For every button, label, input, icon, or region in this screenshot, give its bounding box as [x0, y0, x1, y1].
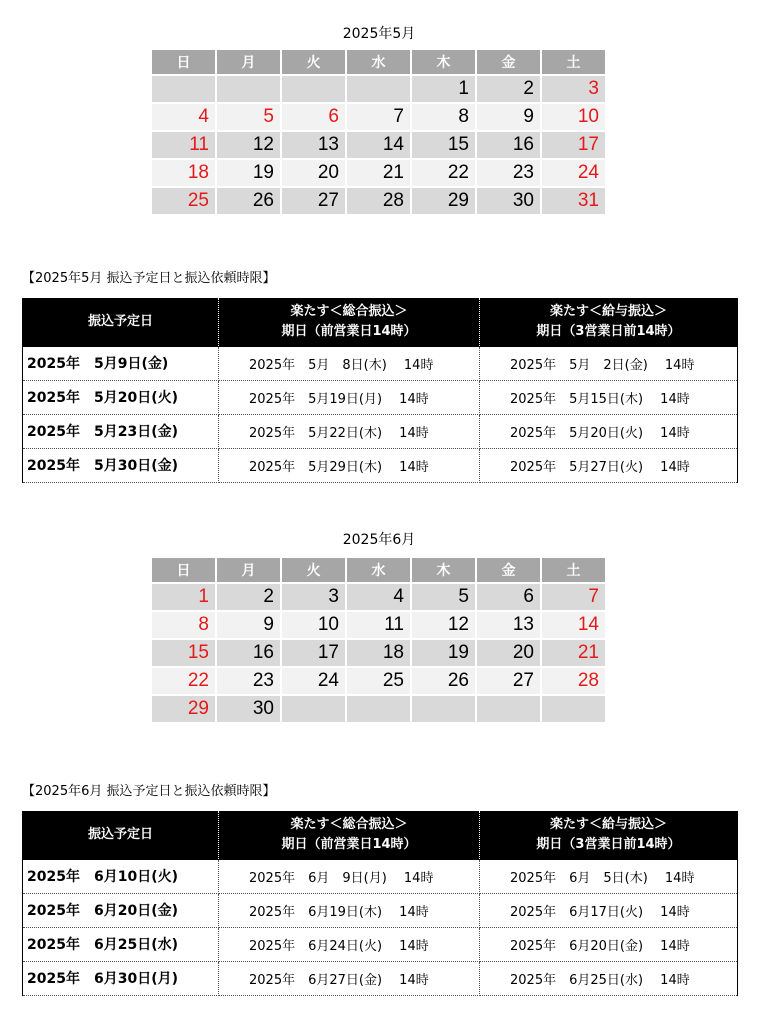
calendar-week-row [152, 76, 605, 104]
calendar-title-may: 2025年5月 [342, 26, 416, 42]
calendar-day: 21 [542, 640, 605, 668]
calendar-day: 22 [412, 160, 475, 188]
calendar-day: 4 [152, 104, 215, 132]
weekday-header: 月 [217, 50, 280, 76]
weekday-header: 水 [347, 558, 410, 584]
calendar-day [347, 76, 410, 104]
calendar-week-row [152, 584, 605, 612]
calendar-day: 27 [477, 668, 540, 696]
header-kyuyo [480, 298, 738, 346]
kyuyo-deadline-cell: 2025年 6月25日(水) 14時 [480, 961, 738, 995]
sogo-deadline-cell: 2025年 6月 9日(月) 14時 [219, 859, 480, 893]
calendar-day: 31 [542, 188, 605, 216]
calendar-day: 21 [347, 160, 410, 188]
weekday-header: 土 [542, 558, 605, 584]
calendar-day: 5 [412, 584, 475, 612]
sogo-deadline-cell: 2025年 5月29日(木) 14時 [219, 448, 480, 482]
transfer-date-cell: 2025年 5月9日(金) [23, 346, 219, 380]
calendar-day: 16 [477, 132, 540, 160]
table-row [23, 346, 738, 380]
calendar-day: 11 [347, 612, 410, 640]
calendar-day: 9 [217, 612, 280, 640]
calendar-day: 2 [217, 584, 280, 612]
calendar-day [542, 696, 605, 724]
weekday-header: 金 [477, 50, 540, 76]
transfer-date-cell: 2025年 6月30日(月) [23, 961, 219, 995]
calendar-week-row [152, 612, 605, 640]
weekday-header: 日 [152, 558, 215, 584]
calendar-week-row [152, 668, 605, 696]
calendar-day: 11 [152, 132, 215, 160]
calendar-day: 23 [477, 160, 540, 188]
calendar-day: 8 [412, 104, 475, 132]
weekday-header: 土 [542, 50, 605, 76]
calendar-day [217, 76, 280, 104]
header-kyuyo-line1: 楽たす＜給与振込＞ [549, 816, 667, 832]
calendar-day: 19 [412, 640, 475, 668]
calendar-day: 25 [347, 668, 410, 696]
header-sogo-line1: 楽たす＜総合振込＞ [290, 303, 408, 319]
kyuyo-deadline-cell: 2025年 5月 2日(金) 14時 [480, 346, 738, 380]
calendar-day: 24 [542, 160, 605, 188]
header-sogo-line2: 期日（前営業日14時） [281, 836, 417, 852]
header-sogo-line2: 期日（前営業日14時） [281, 323, 417, 339]
calendar-day: 13 [477, 612, 540, 640]
kyuyo-deadline-cell: 2025年 6月17日(火) 14時 [480, 893, 738, 927]
header-sogo [219, 298, 480, 346]
calendar-day: 9 [477, 104, 540, 132]
calendar-week-row [152, 104, 605, 132]
calendar-day: 2 [477, 76, 540, 104]
calendar-day: 22 [152, 668, 215, 696]
calendar-day: 16 [217, 640, 280, 668]
table-row [23, 859, 738, 893]
calendar-day: 26 [217, 188, 280, 216]
calendar-day: 19 [217, 160, 280, 188]
transfer-date-cell: 2025年 5月30日(金) [23, 448, 219, 482]
weekday-header: 水 [347, 50, 410, 76]
calendar-day: 3 [282, 584, 345, 612]
calendar-day: 26 [412, 668, 475, 696]
transfer-date-cell: 2025年 6月20日(金) [23, 893, 219, 927]
sogo-deadline-cell: 2025年 5月 8日(木) 14時 [219, 346, 480, 380]
transfer-date-cell: 2025年 5月23日(金) [23, 414, 219, 448]
calendar-day [477, 696, 540, 724]
calendar-week-row [152, 640, 605, 668]
schedule-table-june [22, 811, 738, 996]
table-row [23, 927, 738, 961]
calendar-day: 13 [282, 132, 345, 160]
sogo-deadline-cell: 2025年 5月22日(木) 14時 [219, 414, 480, 448]
calendar-day: 7 [542, 584, 605, 612]
calendar-day: 1 [152, 584, 215, 612]
calendar-day [412, 696, 475, 724]
table-row [23, 961, 738, 995]
schedule-table-may [22, 298, 738, 483]
calendar-day: 15 [152, 640, 215, 668]
kyuyo-deadline-cell: 2025年 5月15日(木) 14時 [480, 380, 738, 414]
section-title-june: 【2025年6月 振込予定日と振込依頼時限】 [22, 784, 276, 799]
calendar-day: 17 [282, 640, 345, 668]
weekday-header: 木 [412, 50, 475, 76]
calendar-day: 14 [347, 132, 410, 160]
calendar-day: 12 [217, 132, 280, 160]
calendar-day: 29 [152, 696, 215, 724]
calendar-day: 30 [217, 696, 280, 724]
calendar-day: 1 [412, 76, 475, 104]
calendar-day [282, 696, 345, 724]
calendar-day: 24 [282, 668, 345, 696]
calendar-week-row [152, 696, 605, 724]
calendar-title-june: 2025年6月 [342, 532, 416, 548]
sogo-deadline-cell: 2025年 6月24日(火) 14時 [219, 927, 480, 961]
calendar-day: 20 [477, 640, 540, 668]
table-row [23, 448, 738, 482]
weekday-header: 火 [282, 558, 345, 584]
weekday-header: 日 [152, 50, 215, 76]
calendar-day: 29 [412, 188, 475, 216]
calendar-day: 18 [347, 640, 410, 668]
calendar-day [282, 76, 345, 104]
calendar-week-row [152, 132, 605, 160]
calendar-day: 10 [542, 104, 605, 132]
header-kyuyo-line2: 期日（3営業日前14時） [536, 323, 681, 339]
weekday-header: 火 [282, 50, 345, 76]
kyuyo-deadline-cell: 2025年 6月 5日(木) 14時 [480, 859, 738, 893]
header-sogo [219, 811, 480, 859]
header-kyuyo-line1: 楽たす＜給与振込＞ [549, 303, 667, 319]
calendar-day: 14 [542, 612, 605, 640]
transfer-date-cell: 2025年 6月10日(火) [23, 859, 219, 893]
calendar-day: 15 [412, 132, 475, 160]
section-title-may: 【2025年5月 振込予定日と振込依頼時限】 [22, 271, 276, 286]
calendar-day: 12 [412, 612, 475, 640]
table-row [23, 893, 738, 927]
weekday-header: 月 [217, 558, 280, 584]
transfer-date-cell: 2025年 5月20日(火) [23, 380, 219, 414]
table-row [23, 414, 738, 448]
sogo-deadline-cell: 2025年 6月27日(金) 14時 [219, 961, 480, 995]
weekday-header: 金 [477, 558, 540, 584]
calendar-day: 23 [217, 668, 280, 696]
calendar-june [150, 558, 607, 724]
calendar-day: 20 [282, 160, 345, 188]
calendar-day: 28 [347, 188, 410, 216]
calendar-day: 4 [347, 584, 410, 612]
calendar-day: 8 [152, 612, 215, 640]
calendar-day: 5 [217, 104, 280, 132]
kyuyo-deadline-cell: 2025年 5月20日(火) 14時 [480, 414, 738, 448]
sogo-deadline-cell: 2025年 5月19日(月) 14時 [219, 380, 480, 414]
calendar-day: 3 [542, 76, 605, 104]
calendar-day: 7 [347, 104, 410, 132]
calendar-day: 18 [152, 160, 215, 188]
header-kyuyo-line2: 期日（3営業日前14時） [536, 836, 681, 852]
header-kyuyo [480, 811, 738, 859]
calendar-week-row [152, 188, 605, 216]
header-transfer-date: 振込予定日 [23, 811, 219, 859]
calendar-day: 30 [477, 188, 540, 216]
calendar-day: 10 [282, 612, 345, 640]
header-sogo-line1: 楽たす＜総合振込＞ [290, 816, 408, 832]
calendar-week-row [152, 160, 605, 188]
calendar-day: 28 [542, 668, 605, 696]
transfer-date-cell: 2025年 6月25日(水) [23, 927, 219, 961]
header-transfer-date: 振込予定日 [23, 298, 219, 346]
sogo-deadline-cell: 2025年 6月19日(木) 14時 [219, 893, 480, 927]
kyuyo-deadline-cell: 2025年 5月27日(火) 14時 [480, 448, 738, 482]
calendar-day [152, 76, 215, 104]
calendar-day: 17 [542, 132, 605, 160]
calendar-day: 25 [152, 188, 215, 216]
weekday-header: 木 [412, 558, 475, 584]
kyuyo-deadline-cell: 2025年 6月20日(金) 14時 [480, 927, 738, 961]
calendar-day: 6 [477, 584, 540, 612]
table-row [23, 380, 738, 414]
calendar-day: 6 [282, 104, 345, 132]
calendar-may [150, 50, 607, 216]
calendar-day: 27 [282, 188, 345, 216]
calendar-day [347, 696, 410, 724]
